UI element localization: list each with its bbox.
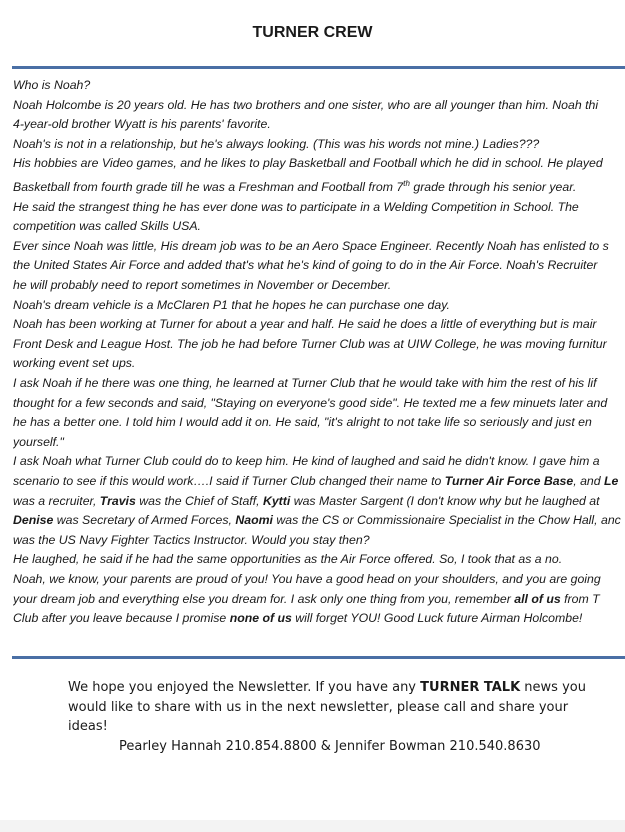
article-line (13, 276, 625, 296)
bold-text: none of us (229, 611, 292, 626)
article-line (13, 115, 625, 135)
article-line (13, 472, 625, 492)
bold-text: Travis (99, 493, 136, 508)
text-run: Who is Noah? (13, 78, 91, 92)
article-line (13, 413, 625, 433)
text-run: He said the strangest thing he has ever done was to participate in a Welding Competition in School. The (13, 199, 579, 214)
article-line (13, 531, 625, 551)
footer-line (68, 698, 608, 718)
top-divider (12, 66, 625, 69)
article-line (13, 492, 625, 512)
newsletter-footer (68, 678, 608, 756)
article-line (13, 76, 625, 96)
text-run: news you (520, 680, 586, 695)
bold-text: Naomi (235, 513, 273, 528)
article-line (13, 590, 625, 610)
article-body (13, 76, 625, 629)
footer-message (68, 678, 608, 737)
article-line (13, 433, 625, 453)
article-line (13, 237, 625, 257)
bold-text: Denise (13, 513, 54, 528)
text-run: Noah has been working at Turner for about a year and half. He said he does a little of everything but is mair (13, 317, 597, 332)
page-edge-strip (0, 820, 625, 832)
text-run: from T (560, 591, 600, 606)
text-run: Club after you leave because I promise (13, 611, 230, 626)
article-line (13, 217, 625, 237)
text-run: your dream job and everything else you dream for. I ask only one thing from you, remember (13, 591, 515, 606)
text-run: was the CS or Commissionaire Specialist in the Chow Hall, anc (272, 513, 621, 528)
article-line (13, 135, 625, 155)
text-run: 4-year-old brother Wyatt is his parents' favorite. (13, 117, 271, 132)
text-run: working event set ups. (13, 356, 136, 371)
text-run: Basketball from fourth grade till he was a Freshman and Football from 7 (13, 180, 404, 195)
text-run: His hobbies are Video games, and he likes to play Basketball and Football which he did in school. He played (13, 156, 603, 171)
bold-text: Kytti (262, 493, 291, 508)
bold-text: Turner Air Force Base (444, 473, 574, 488)
text-run: yourself." (13, 434, 64, 449)
bold-text: all of us (514, 591, 561, 606)
text-run: I ask Noah if he there was one thing, he learned at Turner Club that he would take with him the rest of his lif (13, 376, 597, 390)
article-line (13, 296, 625, 316)
article-line (13, 570, 625, 590)
text-run: We hope you enjoyed the Newsletter. If you have any (68, 680, 421, 695)
article-line (13, 154, 625, 174)
article-line (13, 609, 625, 629)
bold-text: TURNER TALK (420, 680, 521, 695)
text-run: would like to share with us in the next newsletter, please call and share your (68, 699, 569, 715)
text-run: Front Desk and League Host. The job he had before Turner Club was at UIW College, he was moving furnitur (13, 336, 607, 351)
text-run: was Master Sargent (I don't know why but he laughed at (290, 493, 600, 508)
text-run: was the Chief of Staff, (135, 493, 263, 508)
text-run: , and (573, 473, 605, 488)
text-run: scenario to see if this would work….I said if Turner Club changed their name to (13, 473, 445, 488)
text-run: he will probably need to report sometimes in November or December. (13, 278, 392, 293)
article-line (13, 96, 625, 116)
article-line (13, 198, 625, 218)
article-line (13, 256, 625, 276)
text-run: will forget YOU! Good Luck future Airman Holcombe! (291, 611, 583, 626)
text-run: was a recruiter, (13, 493, 100, 508)
text-run: competition was called Skills USA. (13, 219, 201, 234)
article-line (13, 394, 625, 414)
text-run: Noah Holcombe is 20 years old. He has two brothers and one sister, who are all younger than him. Noah thi (13, 97, 599, 112)
text-run: Ever since Noah was little, His dream job was to be an Aero Space Engineer. Recently Noah has enlisted to s (13, 238, 609, 253)
footer-line (68, 678, 608, 698)
text-run: was Secretary of Armed Forces, (53, 513, 236, 528)
article-line (13, 354, 625, 374)
footer-line (68, 717, 608, 737)
superscript: th (403, 178, 410, 188)
article-line (13, 335, 625, 355)
article-line (13, 452, 625, 472)
text-run: the United States Air Force and added that's what he's kind of going to do in the Air Force. Noah's Recruiter (13, 258, 598, 273)
contact-info: Pearley Hannah 210.854.8800 & Jennifer Bowman 210.540.8630 (119, 738, 541, 754)
bold-text: Le (604, 473, 619, 488)
text-run: I ask Noah what Turner Club could do to keep him. He kind of laughed and said he didn't know. I gave him a (13, 454, 600, 469)
text-run: was the US Navy Fighter Tactics Instructor. Would you stay then? (13, 532, 370, 547)
article-line (13, 374, 625, 394)
page-title: TURNER CREW (252, 24, 373, 41)
text-run: he has a better one. I told him I would add it on. He said, "it's alright to not take life so seriously and just en (13, 415, 592, 430)
article-line (13, 550, 625, 570)
article-line (13, 174, 625, 198)
article-line (13, 511, 625, 531)
article-line (13, 315, 625, 335)
text-run: Noah's is not in a relationship, but he's always looking. (This was his words not mine.) Ladies??? (13, 136, 540, 151)
text-run: Noah, we know, your parents are proud of you! You have a good head on your shoulders, and you are going (13, 571, 601, 586)
text-run: Noah's dream vehicle is a McClaren P1 that he hopes he can purchase one day. (13, 297, 450, 312)
text-run: thought for a few seconds and said, "Staying on everyone's good side". He texted me a few minuets later and (13, 395, 608, 410)
text-run: grade through his senior year. (409, 180, 577, 195)
bottom-divider (12, 656, 625, 659)
text-run: He laughed, he said if he had the same opportunities as the Air Force offered. So, I took that as a no. (13, 552, 563, 567)
text-run: ideas! (68, 719, 108, 734)
